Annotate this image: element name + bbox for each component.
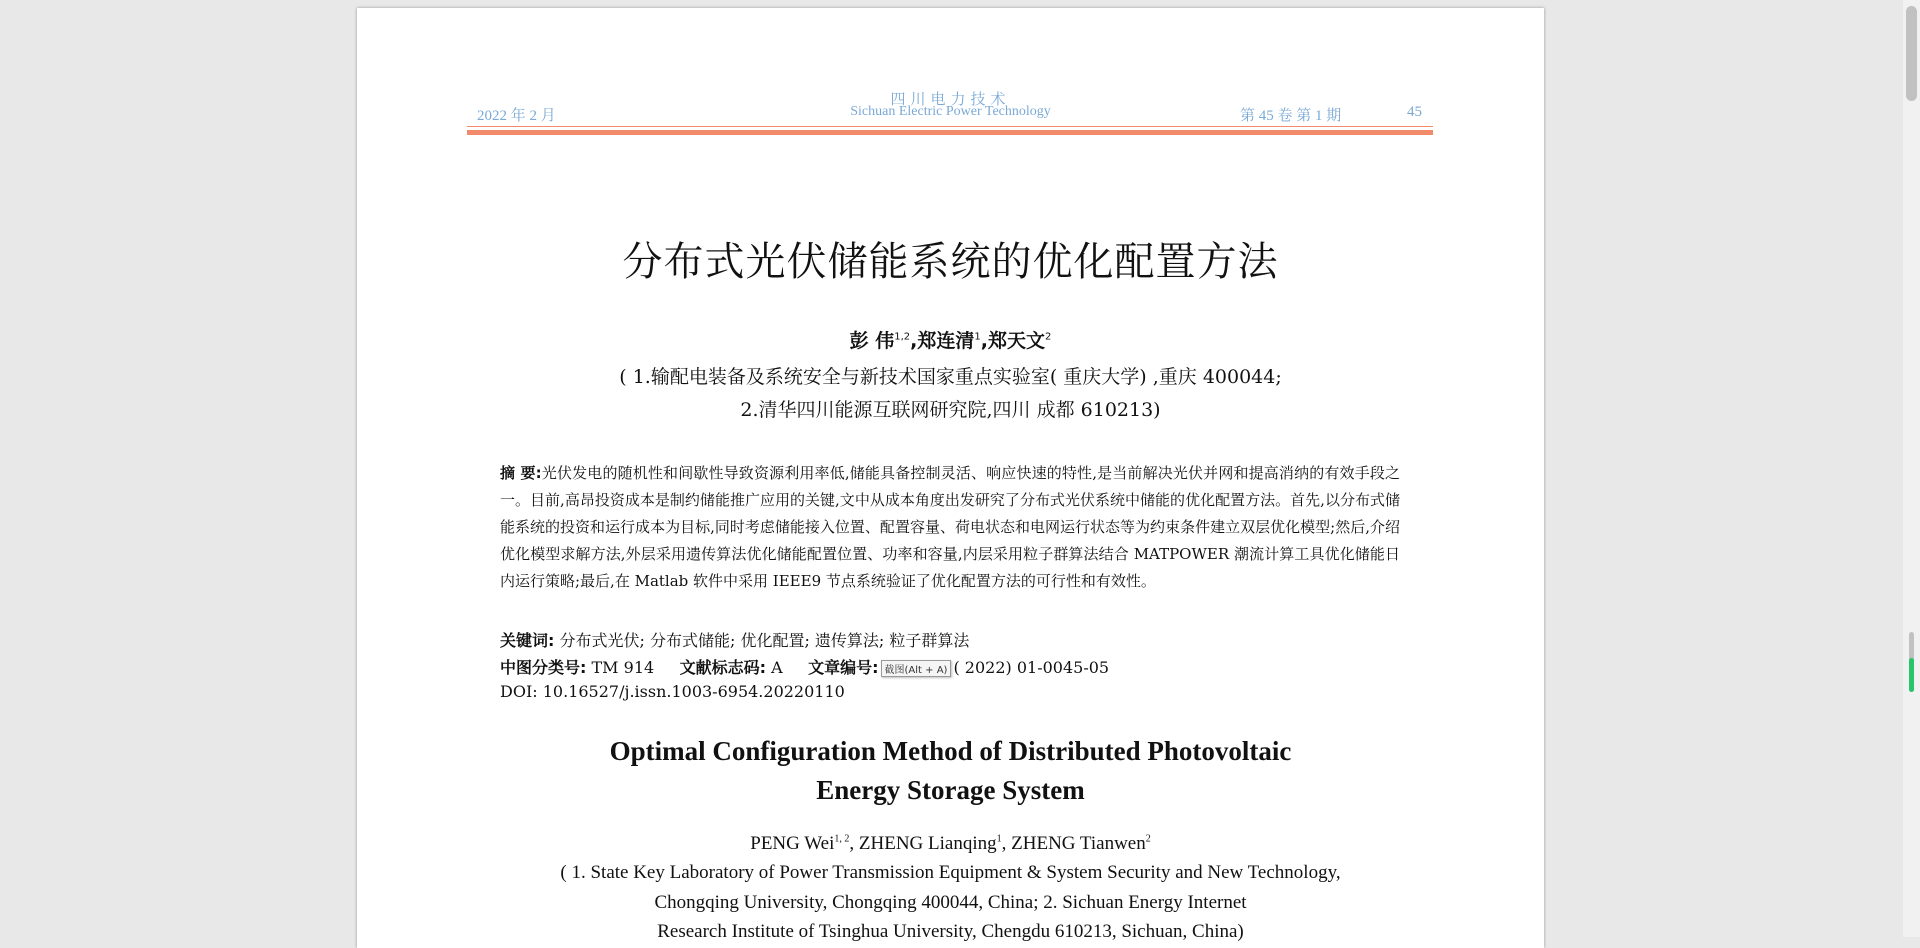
keywords xyxy=(500,628,969,651)
author-separator-en: , xyxy=(1001,833,1007,854)
affiliation-en-line: ( 1. State Key Laboratory of Power Transmission Equipment & System Security and New Technology, xyxy=(560,862,1341,883)
author-name-en: PENG Wei xyxy=(750,833,835,854)
author-name: 彭 伟 xyxy=(849,330,895,352)
clc-value: TM 914 xyxy=(591,658,655,677)
paper-title-cn: 分布式光伏储能系统的优化配置方法 xyxy=(622,239,1279,285)
author-name: 郑天文 xyxy=(987,330,1045,352)
author-separator: , xyxy=(980,330,988,352)
header-rule-thin xyxy=(467,126,1433,127)
author-sup: 1,2 xyxy=(894,331,911,343)
scrollbar-position-indicator xyxy=(1909,658,1914,692)
header-rule-thick xyxy=(467,130,1433,135)
author-sup: 1 xyxy=(974,331,981,343)
author-name-en: ZHENG Tianwen xyxy=(1011,833,1146,854)
header-journal-en: Sichuan Electric Power Technology xyxy=(850,104,1051,119)
doc-code-value: A xyxy=(771,658,783,677)
keywords-label: 关键词: xyxy=(500,631,555,650)
author-sup-en: 2 xyxy=(1145,833,1151,845)
author-separator-en: , xyxy=(849,833,855,854)
affiliation-en-line: Chongqing University, Chongqing 400044, China; 2. Sichuan Energy Internet xyxy=(654,892,1247,913)
affiliation-en-line: Research Institute of Tsinghua University, Chengdu 610213, Sichuan, China) xyxy=(657,921,1244,942)
article-no-label: 文章编号: xyxy=(808,658,879,677)
abstract xyxy=(500,460,1400,595)
author-sup-en: 1 xyxy=(996,833,1002,845)
abstract-label: 摘 要: xyxy=(500,464,542,482)
affiliation-cn-line: ( 1.输配电装备及系统安全与新技术国家重点实验室( 重庆大学) ,重庆 400044; xyxy=(619,366,1282,388)
author-separator: , xyxy=(910,330,918,352)
header-journal-cn: 四川电力技术 xyxy=(890,92,1011,108)
header-issue: 第 45 卷 第 1 期 xyxy=(1240,108,1342,124)
author-name-en: ZHENG Lianqing xyxy=(858,833,997,854)
author-name: 郑连清 xyxy=(917,330,975,352)
keywords-text: 分布式光伏; 分布式储能; 优化配置; 遗传算法; 粒子群算法 xyxy=(559,631,970,650)
screenshot-tooltip: 截图(Alt + A) xyxy=(881,660,952,677)
vertical-scrollbar[interactable] xyxy=(1903,0,1920,937)
classification-line xyxy=(500,655,1109,678)
affiliation-cn-line: 2.清华四川能源互联网研究院,四川 成都 610213) xyxy=(740,399,1161,421)
paper-title-en-line: Energy Storage System xyxy=(816,775,1085,805)
scrollbar-thumb[interactable] xyxy=(1906,6,1917,101)
author-sup: 2 xyxy=(1045,331,1052,343)
header-page-number: 45 xyxy=(1407,104,1422,120)
doi[interactable]: DOI: 10.16527/j.issn.1003-6954.20220110 xyxy=(500,682,845,701)
article-no-value: ( 2022) 01-0045-05 xyxy=(953,658,1110,677)
abstract-text: 光伏发电的随机性和间歇性导致资源利用率低,储能具备控制灵活、响应快速的特性,是当前解决光伏并网和提高消纳的有效手段之一。目前,高昂投资成本是制约储能推广应用的关键,文中从成本角度出发研究了分布式光伏系统中储能的优化配置方法。首先,以分布式储能系统的投资和运行成本为目标,同时考虑储能接入位置、配置容量、荷电状态和电网运行状态等为约束条件建立双层优化模型;然后,介绍优化模型求解方法,外层采用遗传算法优化储能配置位置、功率和容量,内层采用粒子群算法结合 MATPOWER 潮流计算工具优化储能日内运行策略;最后,在 Matlab 软件中采用 IEEE9 节点系统验证了优化配置方法的可行性和有效性。 xyxy=(500,464,1400,590)
paper-title-en-line: Optimal Configuration Method of Distributed Photovoltaic xyxy=(609,736,1292,766)
pdf-page xyxy=(357,8,1544,948)
authors-en xyxy=(357,833,1544,855)
author-sup-en: 1, 2 xyxy=(834,833,850,845)
doc-code-label: 文献标志码: xyxy=(679,658,767,677)
clc-label: 中图分类号: xyxy=(500,658,587,677)
authors-cn xyxy=(357,326,1544,353)
header-date: 2022 年 2 月 xyxy=(477,108,556,124)
